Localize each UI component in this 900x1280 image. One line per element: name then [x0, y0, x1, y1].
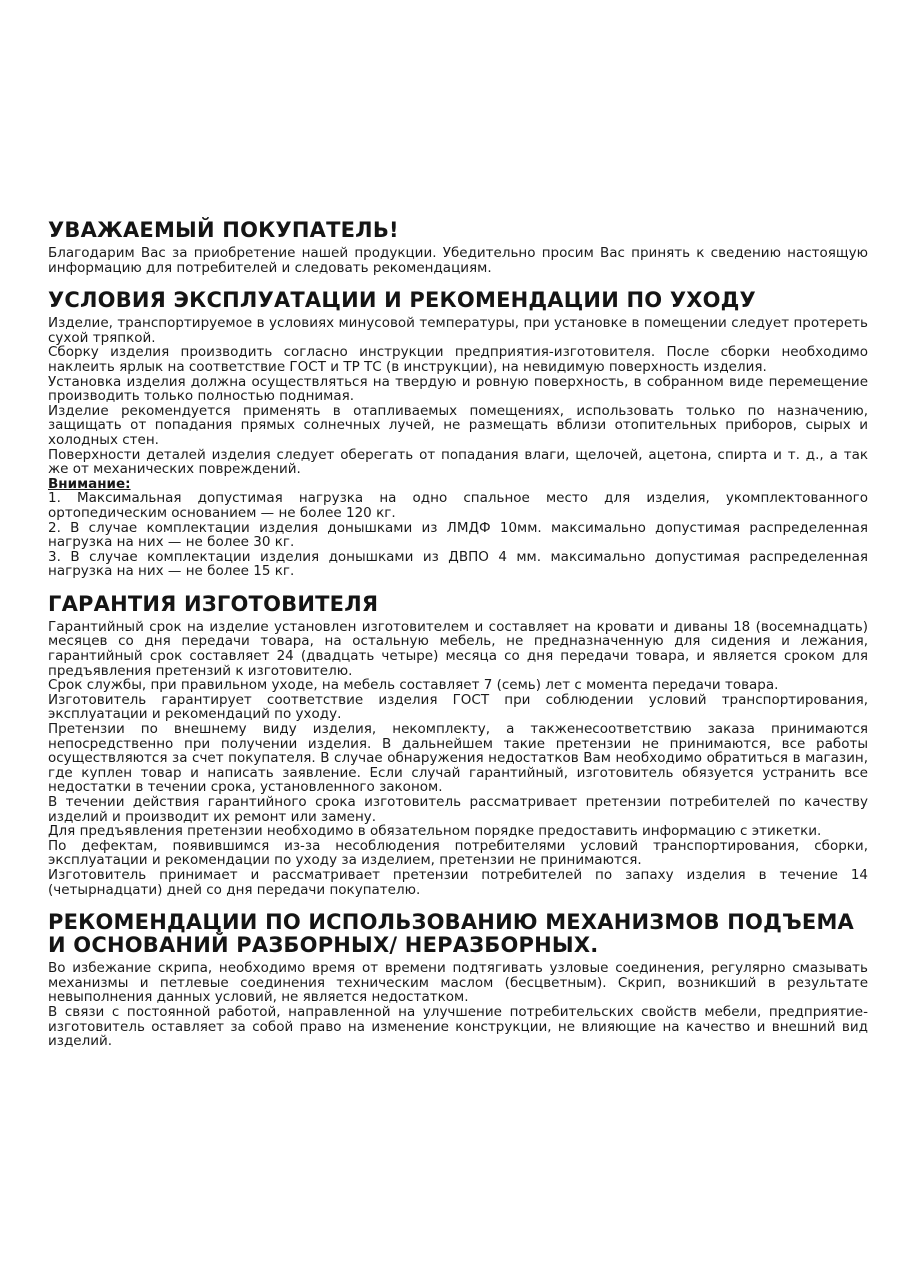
- list-item: 2. В случае комплектации изделия донышками из ЛМДФ 10мм. максимально допустимая распределенная нагрузка на них — не более 30 кг.: [48, 519, 868, 551]
- paragraph: По дефектам, появившимся из-за несоблюдения потребителями условий транспортирования, сборки, эксплуатации и рекомендации по уходу за изделием, претензии не принимаются.: [48, 837, 868, 869]
- paragraph: Во избежание скрипа, необходимо время от времени подтягивать узловые соединения, регулярно смазывать механизмы и петлевые соединения техническим маслом (бесцветным). Скрип, возникший в результате невыполнения данных условий, не является недостатком.: [48, 960, 868, 1006]
- paragraph: Изделие рекомендуется применять в отапливаемых помещениях, использовать только по назначению, защищать от попадания прямых солнечных лучей, не размещать вблизи отопительных приборов, сырых и холодных стен.: [48, 402, 868, 448]
- paragraph: Изготовитель гарантирует соответствие изделия ГОСТ при соблюдении условий транспортирования, эксплуатации и рекомендаций по уходу.: [48, 691, 868, 723]
- paragraph: Гарантийный срок на изделие установлен изготовителем и составляет на кровати и диваны 18 (восемнадцать) месяцев со дня передачи товара, на остальную мебель, не предназначенную для сидения и лежания, гарантийный срок составляет 24 (двадцать четыре) месяца со дня передачи товара, и является сроком для предъявления претензий к изготовителю.: [48, 618, 868, 679]
- list-item: 1. Максимальная допустимая нагрузка на одно спальное место для изделия, укомплектованного ортопедическим основанием — не более 120 кг.: [48, 490, 868, 521]
- paragraph: Для предъявления претензии необходимо в обязательном порядке предоставить информацию с этикетки.: [48, 823, 822, 840]
- paragraph: Сборку изделия производить согласно инструкции предприятия-изготовителя. После сборки необходимо наклеить ярлык на соответствие ГОСТ и ТР ТС (в инструкции), на невидимую поверхность изделия.: [48, 344, 868, 375]
- section-mechanisms: [48, 911, 868, 1049]
- section-title-mechanisms-line2: И ОСНОВАНИЙ РАЗБОРНЫХ/ НЕРАЗБОРНЫХ.: [48, 933, 599, 958]
- section-warranty: [48, 593, 868, 897]
- section-title-dear-customer: УВАЖАЕМЫЙ ПОКУПАТЕЛЬ!: [48, 218, 399, 242]
- paragraph: Изготовитель принимает и рассматривает претензии потребителей по запаху изделия в течение 14 (четырнадцати) дней со дня передачи покупателю.: [48, 866, 868, 898]
- list-item: 3. В случае комплектации изделия донышками из ДВПО 4 мм. максимально допустимая распределенная нагрузка на них — не более 15 кг.: [48, 548, 868, 580]
- attention-label: Внимание:: [48, 475, 131, 492]
- section-dear-customer: [48, 219, 868, 275]
- section-title-mechanisms-line1: РЕКОМЕНДАЦИИ ПО ИСПОЛЬЗОВАНИЮ МЕХАНИЗМОВ ПОДЪЕМА: [48, 910, 854, 935]
- section-title-warranty: ГАРАНТИЯ ИЗГОТОВИТЕЛЯ: [48, 591, 379, 616]
- paragraph: Благодарим Вас за приобретение нашей продукции. Убедительно просим Вас принять к сведению настоящую информацию для потребителей и следовать рекомендациям.: [48, 245, 868, 276]
- section-usage-conditions: [48, 289, 868, 579]
- paragraph: Срок службы, при правильном уходе, на мебель составляет 7 (семь) лет с момента передачи товара.: [48, 677, 779, 694]
- paragraph: В связи с постоянной работой, направленной на улучшение потребительских свойств мебели, предприятие-изготовитель оставляет за собой право на изменение конструкции, не влияющие на качество и внешний вид изделий.: [48, 1003, 868, 1050]
- paragraph: Претензии по внешнему виду изделия, некомплекту, а такженесоответствию заказа принимаются непосредственно при получении изделия. В дальнейшем такие претензии не принимаются, все работы осуществляются за счет покупателя. В случае обнаружения недостатков Вам необходимо обратиться в магазин, где куплен товар и написать заявление. Если случай гарантийный, изготовитель обязуется устранить все недостатки в течении срока, установленного законом.: [48, 721, 868, 796]
- paragraph: Изделие, транспортируемое в условиях минусовой температуры, при установке в помещении следует протереть сухой тряпкой.: [48, 315, 868, 346]
- section-title-mechanisms: [48, 911, 868, 957]
- paragraph: Поверхности деталей изделия следует оберегать от попадания влаги, щелочей, ацетона, спирта и т. д., а так же от механических повреждений.: [48, 446, 868, 478]
- section-title-usage-conditions: УСЛОВИЯ ЭКСПЛУАТАЦИИ И РЕКОМЕНДАЦИИ ПО УХОДУ: [48, 288, 756, 313]
- paragraph: В течении действия гарантийного срока изготовитель рассматривает претензии потребителей по качеству изделий и производит их ремонт или замену.: [48, 794, 868, 825]
- paragraph: Установка изделия должна осуществляться на твердую и ровную поверхность, в собранном виде перемещение производить только полностью поднимая.: [48, 373, 868, 405]
